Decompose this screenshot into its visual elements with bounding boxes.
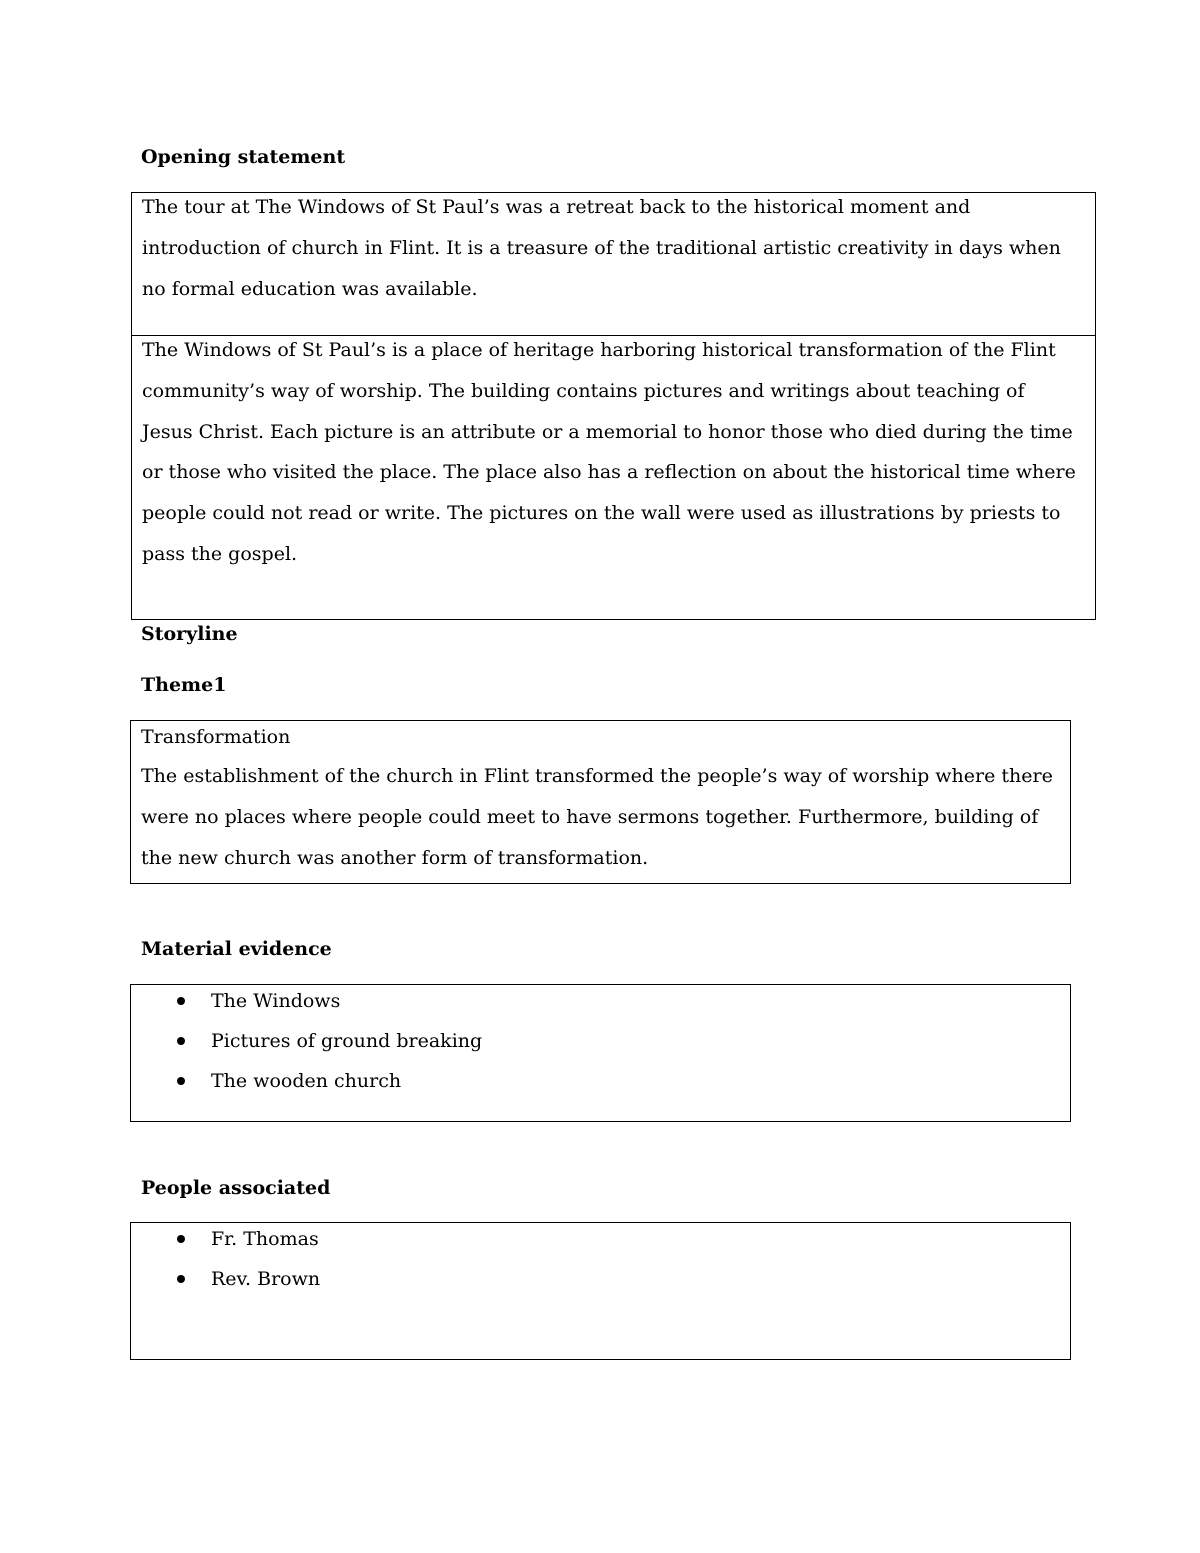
- storyline-heading: Storyline: [141, 623, 238, 645]
- list-item-label: Pictures of ground breaking: [211, 1030, 483, 1052]
- bullet-icon: [177, 1235, 185, 1243]
- list-item-label: The Windows: [211, 990, 341, 1012]
- list-item-label: The wooden church: [211, 1070, 402, 1092]
- bullet-icon: [177, 1037, 185, 1045]
- list-item: [131, 986, 1070, 1026]
- bullet-icon: [177, 1275, 185, 1283]
- list-item: [131, 1026, 1070, 1066]
- theme1-text: The establishment of the church in Flint transformed the people’s way of worship where there were no places where people could meet to have sermons together. Furthermore, building of the new church was another form of transformation.: [141, 765, 1053, 869]
- people-associated-list: [131, 1224, 1070, 1304]
- bullet-icon: [177, 997, 185, 1005]
- people-associated-box: [130, 1222, 1071, 1360]
- bullet-icon: [177, 1077, 185, 1085]
- material-evidence-heading: Material evidence: [141, 938, 332, 960]
- material-evidence-box: [130, 984, 1071, 1122]
- material-evidence-list: [131, 986, 1070, 1106]
- opening-statement-heading: Opening statement: [141, 146, 346, 168]
- list-item-label: Rev. Brown: [211, 1268, 321, 1290]
- opening-body-text: The Windows of St Paul’s is a place of heritage harboring historical transformation of the Flint community’s way of worship. The building contains pictures and writings about teaching of Jesus Christ. Each picture is an attribute or a memorial to honor those who died during the time or those who visited the place. The place also has a reflection on about the historical time where people could not read or write. The pictures on the wall were used as illustrations by priests to pass the gospel.: [142, 339, 1076, 565]
- theme1-title: Transformation: [141, 726, 291, 748]
- list-item-label: Fr. Thomas: [211, 1228, 319, 1250]
- people-associated-heading: People associated: [141, 1177, 331, 1199]
- theme1-heading: Theme1: [141, 674, 227, 696]
- theme1-box: [130, 720, 1071, 884]
- opening-intro-text: The tour at The Windows of St Paul’s was a retreat back to the historical moment and introduction of church in Flint. It is a treasure of the traditional artistic creativity in days when no formal education was available.: [142, 196, 1061, 300]
- list-item: [131, 1264, 1070, 1304]
- list-item: [131, 1066, 1070, 1106]
- list-item: [131, 1224, 1070, 1264]
- opening-statement-table: [131, 192, 1096, 620]
